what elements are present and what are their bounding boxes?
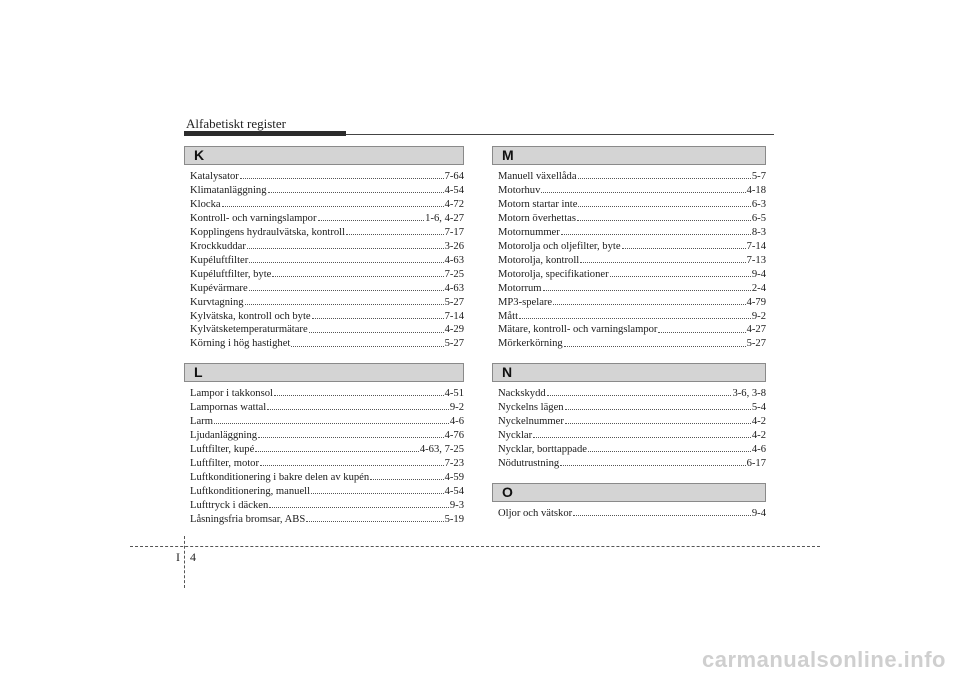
leader-dots xyxy=(312,318,444,319)
entry-term: Kylvätsketemperaturmätare xyxy=(190,324,308,336)
entry-term: Motorolja och oljefilter, byte xyxy=(498,240,621,252)
leader-dots xyxy=(543,290,751,291)
page-num: 4 xyxy=(190,550,200,564)
leader-dots xyxy=(346,234,444,235)
section-header: O xyxy=(492,483,766,502)
page-number xyxy=(176,550,206,565)
index-entry xyxy=(492,198,766,212)
entry-pages: 4-29 xyxy=(444,324,464,336)
index-entry xyxy=(492,240,766,254)
entry-term: Ljudanläggning xyxy=(190,429,258,441)
leader-dots xyxy=(255,451,419,452)
leader-dots xyxy=(268,192,444,193)
entry-term: Mätare, kontroll- och varningslampor xyxy=(498,324,658,336)
index-entry xyxy=(184,226,464,240)
leader-dots xyxy=(533,437,751,438)
entry-term: Låsningsfria bromsar, ABS xyxy=(190,513,306,525)
leader-dots xyxy=(311,493,444,494)
index-entry xyxy=(492,387,766,401)
entry-term: Kupévärmare xyxy=(190,282,248,294)
index-entry xyxy=(184,387,464,401)
entry-term: MP3-spelare xyxy=(498,296,553,308)
entry-pages: 5-27 xyxy=(444,296,464,308)
entry-term: Mått xyxy=(498,310,519,322)
index-entry xyxy=(184,337,464,351)
entry-term: Luftkonditionering, manuell xyxy=(190,485,311,497)
leader-dots xyxy=(610,276,751,277)
index-entry xyxy=(184,499,464,513)
entry-term: Krockkuddar xyxy=(190,240,246,252)
leader-dots xyxy=(274,395,444,396)
leader-dots xyxy=(258,437,443,438)
index-entry xyxy=(492,254,766,268)
index-entry xyxy=(184,429,464,443)
entry-pages: 4-72 xyxy=(444,198,464,210)
entry-term: Motorrum xyxy=(498,282,542,294)
leader-dots xyxy=(588,451,751,452)
index-entry xyxy=(492,212,766,226)
entry-pages: 9-2 xyxy=(751,310,766,322)
index-entry xyxy=(184,471,464,485)
index-entry xyxy=(184,401,464,415)
entry-term: Luftfilter, motor xyxy=(190,457,260,469)
entry-pages: 7-64 xyxy=(444,171,464,182)
index-entry xyxy=(492,268,766,282)
entry-term: Nycklar, borttappade xyxy=(498,443,587,455)
leader-dots xyxy=(547,395,732,396)
index-section-m xyxy=(492,146,766,351)
leader-dots xyxy=(564,346,746,347)
entry-term: Luftfilter, kupé xyxy=(190,443,255,455)
entry-term: Motornummer xyxy=(498,226,560,238)
index-entry xyxy=(492,184,766,198)
entry-pages: 3-6, 3-8 xyxy=(732,388,766,399)
section-header: L xyxy=(184,363,464,382)
entry-term: Kontroll- och varningslampor xyxy=(190,212,317,224)
entry-term: Kupéluftfilter xyxy=(190,254,249,266)
entry-term: Larm xyxy=(190,415,213,427)
entry-pages: 4-6 xyxy=(751,443,766,455)
index-section-n xyxy=(492,363,766,471)
entry-term: Katalysator xyxy=(190,171,239,182)
leader-dots xyxy=(578,178,751,179)
entry-pages: 9-3 xyxy=(449,499,464,511)
leader-dots xyxy=(291,346,443,347)
entry-term: Kupéluftfilter, byte xyxy=(190,268,272,280)
leader-dots xyxy=(577,220,751,221)
entry-pages: 4-54 xyxy=(444,485,464,497)
leader-dots xyxy=(249,262,443,263)
entry-pages: 4-63 xyxy=(444,282,464,294)
leader-dots xyxy=(553,304,745,305)
index-entry xyxy=(184,457,464,471)
entry-pages: 7-13 xyxy=(746,254,766,266)
leader-dots xyxy=(272,276,443,277)
entry-list xyxy=(184,170,464,351)
entry-term: Mörkerkörning xyxy=(498,338,563,350)
index-entry xyxy=(184,268,464,282)
entry-pages: 4-54 xyxy=(444,184,464,196)
entry-pages: 9-4 xyxy=(751,268,766,280)
entry-term: Kopplingens hydraulvätska, kontroll xyxy=(190,226,346,238)
leader-dots xyxy=(267,409,449,410)
index-entry xyxy=(184,212,464,226)
leader-dots xyxy=(260,465,444,466)
leader-dots xyxy=(658,332,745,333)
index-entry xyxy=(492,443,766,457)
watermark: carmanualsonline.info xyxy=(702,647,946,672)
entry-pages: 5-19 xyxy=(444,513,464,525)
index-entry xyxy=(184,310,464,324)
entry-term: Klimatanläggning xyxy=(190,184,267,196)
entry-pages: 1-6, 4-27 xyxy=(425,212,464,224)
index-entry xyxy=(184,323,464,337)
index-entry xyxy=(184,254,464,268)
title-rule-thick xyxy=(184,131,346,136)
leader-dots xyxy=(306,521,443,522)
entry-pages: 7-25 xyxy=(444,268,464,280)
entry-pages: 3-26 xyxy=(444,240,464,252)
index-entry xyxy=(492,401,766,415)
leader-dots xyxy=(370,479,443,480)
index-entry xyxy=(184,513,464,527)
leader-dots xyxy=(222,206,444,207)
index-section-k xyxy=(184,146,464,351)
index-entry xyxy=(492,337,766,351)
entry-pages: 4-18 xyxy=(746,184,766,196)
entry-term: Kurvtagning xyxy=(190,296,244,308)
leader-dots xyxy=(247,248,444,249)
leader-dots xyxy=(309,332,444,333)
index-section-l xyxy=(184,363,464,527)
leader-dots xyxy=(560,465,745,466)
entry-term: Motorolja, kontroll xyxy=(498,254,580,266)
index-entry xyxy=(492,226,766,240)
entry-pages: 5-7 xyxy=(751,171,766,182)
leader-dots xyxy=(519,318,751,319)
entry-term: Körning i hög hastighet xyxy=(190,338,291,350)
index-entry xyxy=(184,415,464,429)
entry-term: Lampor i takkonsol xyxy=(190,388,273,399)
entry-pages: 6-3 xyxy=(751,198,766,210)
entry-term: Kylvätska, kontroll och byte xyxy=(190,310,311,322)
entry-term: Motorhuv xyxy=(498,184,541,196)
entry-term: Motorn startar inte xyxy=(498,198,578,210)
title-rule-thin xyxy=(346,134,774,135)
index-entry xyxy=(184,198,464,212)
entry-term: Motorn överhettas xyxy=(498,212,576,224)
entry-pages: 9-4 xyxy=(751,508,766,519)
entry-term: Lampornas wattal xyxy=(190,401,267,413)
leader-dots xyxy=(580,262,745,263)
leader-dots xyxy=(565,423,751,424)
leader-dots xyxy=(240,178,444,179)
entry-term: Lufttryck i däcken xyxy=(190,499,269,511)
entry-pages: 4-63 xyxy=(444,254,464,266)
entry-term: Manuell växellåda xyxy=(498,171,577,182)
entry-pages: 7-14 xyxy=(746,240,766,252)
index-entry xyxy=(492,282,766,296)
entry-pages: 4-27 xyxy=(746,324,766,336)
entry-pages: 6-5 xyxy=(751,212,766,224)
entry-term: Nycklar xyxy=(498,429,533,441)
index-entry xyxy=(492,296,766,310)
leader-dots xyxy=(318,220,425,221)
index-entry xyxy=(184,296,464,310)
entry-pages: 4-51 xyxy=(444,388,464,399)
entry-term: Nödutrustning xyxy=(498,457,560,469)
index-entry xyxy=(492,457,766,471)
index-entry xyxy=(492,507,766,521)
entry-pages: 8-3 xyxy=(751,226,766,238)
entry-pages: 4-63, 7-25 xyxy=(419,443,464,455)
page-title: Alfabetiskt register xyxy=(186,116,286,131)
entry-list xyxy=(184,387,464,527)
index-entry xyxy=(184,282,464,296)
entry-pages: 6-17 xyxy=(746,457,766,469)
section-letter: I xyxy=(176,550,184,564)
leader-dots xyxy=(561,234,751,235)
entry-pages: 9-2 xyxy=(449,401,464,413)
leader-dots xyxy=(578,206,750,207)
section-header: K xyxy=(184,146,464,165)
index-section-o xyxy=(492,483,766,521)
entry-pages: 4-6 xyxy=(449,415,464,427)
entry-pages: 5-27 xyxy=(444,338,464,350)
index-entry xyxy=(492,415,766,429)
index-entry xyxy=(492,429,766,443)
entry-pages: 7-23 xyxy=(444,457,464,469)
section-header: N xyxy=(492,363,766,382)
footer-rule xyxy=(130,546,820,547)
entry-pages: 4-76 xyxy=(444,429,464,441)
entry-term: Nackskydd xyxy=(498,388,546,399)
index-entry xyxy=(184,485,464,499)
leader-dots xyxy=(573,515,751,516)
section-header: M xyxy=(492,146,766,165)
entry-term: Oljor och vätskor xyxy=(498,508,573,519)
entry-term: Motorolja, specifikationer xyxy=(498,268,609,280)
index-entry xyxy=(184,443,464,457)
entry-list xyxy=(492,507,766,521)
entry-term: Luftkonditionering i bakre delen av kupén xyxy=(190,471,370,483)
entry-pages: 2-4 xyxy=(751,282,766,294)
entry-pages: 5-4 xyxy=(751,401,766,413)
leader-dots xyxy=(214,423,449,424)
index-entry xyxy=(492,170,766,184)
index-entry xyxy=(184,240,464,254)
entry-term: Nyckelnummer xyxy=(498,415,564,427)
entry-pages: 4-79 xyxy=(746,296,766,308)
leader-dots xyxy=(622,248,746,249)
entry-pages: 4-2 xyxy=(751,429,766,441)
leader-dots xyxy=(249,290,444,291)
entry-pages: 4-59 xyxy=(444,471,464,483)
entry-pages: 4-2 xyxy=(751,415,766,427)
entry-term: Nyckelns lägen xyxy=(498,401,564,413)
entry-pages: 5-27 xyxy=(746,338,766,350)
index-entry xyxy=(184,184,464,198)
index-entry xyxy=(184,170,464,184)
leader-dots xyxy=(269,507,449,508)
leader-dots xyxy=(565,409,751,410)
entry-list xyxy=(492,387,766,471)
entry-list xyxy=(492,170,766,351)
entry-pages: 7-17 xyxy=(444,226,464,238)
index-entry xyxy=(492,323,766,337)
leader-dots xyxy=(245,304,444,305)
entry-term: Klocka xyxy=(190,198,221,210)
leader-dots xyxy=(541,192,745,193)
entry-pages: 7-14 xyxy=(444,310,464,322)
index-entry xyxy=(492,310,766,324)
